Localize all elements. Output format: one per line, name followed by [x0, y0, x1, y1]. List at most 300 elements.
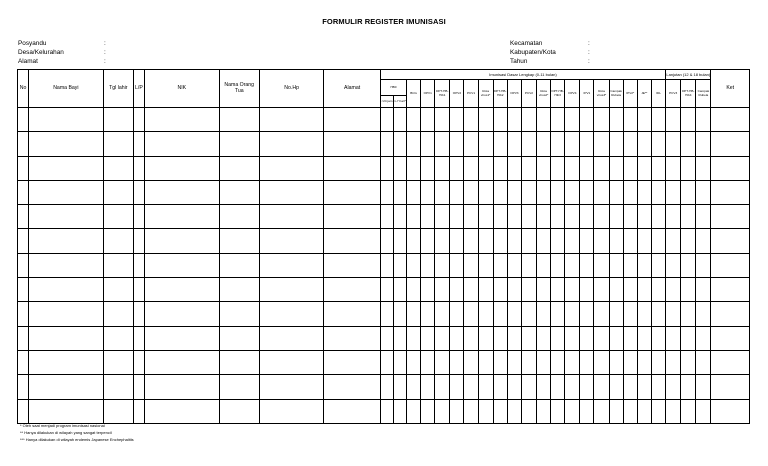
table-cell[interactable]: [696, 399, 711, 423]
table-cell[interactable]: [18, 326, 29, 350]
table-cell[interactable]: [421, 278, 435, 302]
table-cell[interactable]: [637, 399, 651, 423]
table-cell[interactable]: [421, 350, 435, 374]
table-cell[interactable]: [537, 108, 551, 132]
table-cell[interactable]: [435, 156, 450, 180]
table-cell[interactable]: [133, 229, 144, 253]
table-cell[interactable]: [393, 132, 406, 156]
table-cell[interactable]: [219, 156, 259, 180]
table-cell[interactable]: [565, 180, 580, 204]
table-cell[interactable]: [551, 399, 565, 423]
table-cell[interactable]: [565, 156, 580, 180]
table-cell[interactable]: [144, 132, 219, 156]
table-cell[interactable]: [637, 156, 651, 180]
table-cell[interactable]: [324, 375, 380, 399]
table-cell[interactable]: [393, 302, 406, 326]
table-cell[interactable]: [435, 399, 450, 423]
table-cell[interactable]: [609, 205, 623, 229]
table-cell[interactable]: [144, 375, 219, 399]
table-cell[interactable]: [450, 205, 464, 229]
table-cell[interactable]: [565, 350, 580, 374]
table-cell[interactable]: [464, 350, 478, 374]
table-cell[interactable]: [711, 375, 750, 399]
table-cell[interactable]: [521, 350, 536, 374]
table-cell[interactable]: [464, 278, 478, 302]
table-cell[interactable]: [594, 326, 609, 350]
table-cell[interactable]: [551, 156, 565, 180]
table-cell[interactable]: [103, 278, 133, 302]
table-cell[interactable]: [133, 156, 144, 180]
table-cell[interactable]: [18, 399, 29, 423]
table-cell[interactable]: [651, 375, 665, 399]
table-cell[interactable]: [666, 108, 681, 132]
table-cell[interactable]: [133, 375, 144, 399]
table-cell[interactable]: [421, 156, 435, 180]
table-cell[interactable]: [551, 350, 565, 374]
table-cell[interactable]: [29, 229, 104, 253]
table-cell[interactable]: [393, 180, 406, 204]
table-cell[interactable]: [464, 156, 478, 180]
table-cell[interactable]: [29, 132, 104, 156]
table-cell[interactable]: [407, 229, 421, 253]
table-cell[interactable]: [493, 350, 507, 374]
table-cell[interactable]: [407, 156, 421, 180]
table-cell[interactable]: [464, 253, 478, 277]
table-cell[interactable]: [711, 180, 750, 204]
table-cell[interactable]: [623, 205, 637, 229]
table-cell[interactable]: [219, 375, 259, 399]
table-cell[interactable]: [696, 278, 711, 302]
table-cell[interactable]: [478, 350, 493, 374]
table-cell[interactable]: [537, 399, 551, 423]
table-cell[interactable]: [681, 253, 696, 277]
table-cell[interactable]: [493, 108, 507, 132]
table-cell[interactable]: [29, 108, 104, 132]
table-cell[interactable]: [637, 278, 651, 302]
table-cell[interactable]: [380, 399, 393, 423]
table-cell[interactable]: [29, 350, 104, 374]
table-cell[interactable]: [666, 229, 681, 253]
table-cell[interactable]: [537, 132, 551, 156]
table-cell[interactable]: [259, 156, 324, 180]
table-cell[interactable]: [651, 229, 665, 253]
table-cell[interactable]: [144, 108, 219, 132]
table-cell[interactable]: [681, 326, 696, 350]
table-cell[interactable]: [219, 350, 259, 374]
table-cell[interactable]: [696, 180, 711, 204]
table-cell[interactable]: [623, 156, 637, 180]
table-cell[interactable]: [666, 205, 681, 229]
table-cell[interactable]: [651, 253, 665, 277]
table-cell[interactable]: [537, 350, 551, 374]
table-cell[interactable]: [259, 108, 324, 132]
table-cell[interactable]: [637, 108, 651, 132]
table-cell[interactable]: [551, 302, 565, 326]
table-cell[interactable]: [324, 253, 380, 277]
table-cell[interactable]: [565, 399, 580, 423]
table-cell[interactable]: [651, 278, 665, 302]
table-cell[interactable]: [537, 229, 551, 253]
table-cell[interactable]: [478, 132, 493, 156]
table-cell[interactable]: [681, 302, 696, 326]
table-cell[interactable]: [637, 132, 651, 156]
table-cell[interactable]: [380, 326, 393, 350]
table-cell[interactable]: [666, 350, 681, 374]
table-cell[interactable]: [421, 180, 435, 204]
table-cell[interactable]: [407, 399, 421, 423]
table-cell[interactable]: [580, 132, 594, 156]
table-cell[interactable]: [133, 399, 144, 423]
table-cell[interactable]: [393, 205, 406, 229]
table-cell[interactable]: [507, 108, 521, 132]
table-cell[interactable]: [507, 132, 521, 156]
table-cell[interactable]: [681, 399, 696, 423]
table-cell[interactable]: [435, 278, 450, 302]
table-cell[interactable]: [380, 253, 393, 277]
table-cell[interactable]: [493, 326, 507, 350]
table-cell[interactable]: [29, 180, 104, 204]
table-cell[interactable]: [133, 326, 144, 350]
table-cell[interactable]: [681, 132, 696, 156]
table-cell[interactable]: [450, 132, 464, 156]
table-cell[interactable]: [144, 278, 219, 302]
table-cell[interactable]: [623, 350, 637, 374]
table-cell[interactable]: [464, 326, 478, 350]
table-cell[interactable]: [380, 132, 393, 156]
table-cell[interactable]: [435, 302, 450, 326]
table-cell[interactable]: [259, 399, 324, 423]
table-cell[interactable]: [18, 180, 29, 204]
table-cell[interactable]: [493, 180, 507, 204]
table-cell[interactable]: [580, 180, 594, 204]
table-cell[interactable]: [421, 205, 435, 229]
table-cell[interactable]: [594, 229, 609, 253]
table-cell[interactable]: [29, 205, 104, 229]
table-cell[interactable]: [450, 156, 464, 180]
table-cell[interactable]: [324, 302, 380, 326]
table-cell[interactable]: [393, 229, 406, 253]
table-cell[interactable]: [565, 108, 580, 132]
table-cell[interactable]: [521, 229, 536, 253]
table-cell[interactable]: [681, 180, 696, 204]
table-cell[interactable]: [681, 350, 696, 374]
table-cell[interactable]: [696, 253, 711, 277]
table-cell[interactable]: [450, 350, 464, 374]
table-cell[interactable]: [407, 108, 421, 132]
table-cell[interactable]: [521, 132, 536, 156]
table-cell[interactable]: [450, 278, 464, 302]
table-cell[interactable]: [580, 326, 594, 350]
table-cell[interactable]: [537, 253, 551, 277]
table-cell[interactable]: [29, 253, 104, 277]
table-cell[interactable]: [103, 302, 133, 326]
table-cell[interactable]: [478, 278, 493, 302]
table-cell[interactable]: [594, 399, 609, 423]
table-cell[interactable]: [478, 156, 493, 180]
table-cell[interactable]: [493, 205, 507, 229]
table-cell[interactable]: [421, 302, 435, 326]
table-cell[interactable]: [521, 326, 536, 350]
table-cell[interactable]: [623, 326, 637, 350]
table-cell[interactable]: [29, 278, 104, 302]
table-cell[interactable]: [133, 278, 144, 302]
table-cell[interactable]: [464, 108, 478, 132]
table-cell[interactable]: [407, 180, 421, 204]
table-cell[interactable]: [407, 253, 421, 277]
table-cell[interactable]: [651, 205, 665, 229]
table-cell[interactable]: [133, 205, 144, 229]
table-cell[interactable]: [711, 278, 750, 302]
table-cell[interactable]: [666, 132, 681, 156]
table-cell[interactable]: [637, 350, 651, 374]
table-cell[interactable]: [537, 302, 551, 326]
table-cell[interactable]: [29, 302, 104, 326]
table-cell[interactable]: [103, 180, 133, 204]
table-cell[interactable]: [666, 278, 681, 302]
table-cell[interactable]: [259, 326, 324, 350]
table-cell[interactable]: [450, 180, 464, 204]
table-cell[interactable]: [507, 375, 521, 399]
table-cell[interactable]: [435, 350, 450, 374]
table-cell[interactable]: [407, 205, 421, 229]
table-cell[interactable]: [565, 375, 580, 399]
table-cell[interactable]: [407, 132, 421, 156]
table-cell[interactable]: [666, 375, 681, 399]
table-cell[interactable]: [651, 180, 665, 204]
table-cell[interactable]: [521, 375, 536, 399]
table-cell[interactable]: [219, 302, 259, 326]
table-cell[interactable]: [393, 399, 406, 423]
table-cell[interactable]: [681, 108, 696, 132]
table-cell[interactable]: [711, 132, 750, 156]
table-cell[interactable]: [435, 132, 450, 156]
table-cell[interactable]: [507, 180, 521, 204]
table-cell[interactable]: [259, 350, 324, 374]
table-cell[interactable]: [393, 350, 406, 374]
table-cell[interactable]: [580, 302, 594, 326]
table-cell[interactable]: [450, 302, 464, 326]
table-cell[interactable]: [259, 375, 324, 399]
table-cell[interactable]: [551, 326, 565, 350]
table-cell[interactable]: [259, 302, 324, 326]
table-cell[interactable]: [478, 375, 493, 399]
table-cell[interactable]: [565, 132, 580, 156]
table-cell[interactable]: [594, 132, 609, 156]
table-cell[interactable]: [493, 375, 507, 399]
table-cell[interactable]: [651, 302, 665, 326]
table-cell[interactable]: [696, 350, 711, 374]
table-cell[interactable]: [493, 132, 507, 156]
table-cell[interactable]: [219, 132, 259, 156]
table-cell[interactable]: [623, 253, 637, 277]
table-cell[interactable]: [696, 108, 711, 132]
table-cell[interactable]: [507, 156, 521, 180]
table-cell[interactable]: [623, 278, 637, 302]
table-cell[interactable]: [380, 180, 393, 204]
table-cell[interactable]: [594, 205, 609, 229]
table-cell[interactable]: [651, 156, 665, 180]
table-cell[interactable]: [144, 399, 219, 423]
table-cell[interactable]: [637, 205, 651, 229]
table-cell[interactable]: [493, 302, 507, 326]
table-cell[interactable]: [259, 229, 324, 253]
table-cell[interactable]: [435, 229, 450, 253]
table-cell[interactable]: [551, 229, 565, 253]
table-cell[interactable]: [551, 132, 565, 156]
table-cell[interactable]: [666, 326, 681, 350]
table-cell[interactable]: [651, 350, 665, 374]
table-cell[interactable]: [103, 205, 133, 229]
table-cell[interactable]: [450, 108, 464, 132]
table-cell[interactable]: [565, 229, 580, 253]
table-cell[interactable]: [580, 399, 594, 423]
table-cell[interactable]: [711, 108, 750, 132]
table-cell[interactable]: [637, 180, 651, 204]
table-cell[interactable]: [393, 156, 406, 180]
table-cell[interactable]: [29, 326, 104, 350]
table-cell[interactable]: [464, 132, 478, 156]
table-cell[interactable]: [551, 205, 565, 229]
table-cell[interactable]: [681, 375, 696, 399]
table-cell[interactable]: [594, 156, 609, 180]
table-cell[interactable]: [18, 350, 29, 374]
table-cell[interactable]: [594, 278, 609, 302]
table-cell[interactable]: [580, 156, 594, 180]
table-cell[interactable]: [493, 253, 507, 277]
table-cell[interactable]: [133, 180, 144, 204]
table-cell[interactable]: [464, 229, 478, 253]
table-cell[interactable]: [421, 399, 435, 423]
table-cell[interactable]: [637, 253, 651, 277]
table-cell[interactable]: [450, 375, 464, 399]
table-cell[interactable]: [637, 326, 651, 350]
table-cell[interactable]: [609, 180, 623, 204]
table-cell[interactable]: [144, 229, 219, 253]
table-cell[interactable]: [380, 156, 393, 180]
table-cell[interactable]: [609, 156, 623, 180]
table-cell[interactable]: [450, 229, 464, 253]
table-cell[interactable]: [219, 253, 259, 277]
table-cell[interactable]: [507, 278, 521, 302]
table-cell[interactable]: [29, 156, 104, 180]
table-cell[interactable]: [696, 156, 711, 180]
table-cell[interactable]: [637, 229, 651, 253]
table-cell[interactable]: [507, 326, 521, 350]
table-cell[interactable]: [133, 108, 144, 132]
table-cell[interactable]: [219, 278, 259, 302]
table-cell[interactable]: [380, 229, 393, 253]
table-cell[interactable]: [537, 180, 551, 204]
table-cell[interactable]: [478, 253, 493, 277]
table-cell[interactable]: [144, 253, 219, 277]
table-cell[interactable]: [478, 302, 493, 326]
table-cell[interactable]: [609, 350, 623, 374]
table-cell[interactable]: [103, 253, 133, 277]
table-cell[interactable]: [594, 302, 609, 326]
table-cell[interactable]: [711, 229, 750, 253]
table-cell[interactable]: [324, 156, 380, 180]
table-cell[interactable]: [594, 108, 609, 132]
table-cell[interactable]: [681, 278, 696, 302]
table-cell[interactable]: [259, 253, 324, 277]
table-cell[interactable]: [393, 375, 406, 399]
table-cell[interactable]: [711, 156, 750, 180]
table-cell[interactable]: [219, 205, 259, 229]
table-cell[interactable]: [493, 156, 507, 180]
table-cell[interactable]: [18, 108, 29, 132]
table-cell[interactable]: [421, 229, 435, 253]
table-cell[interactable]: [380, 302, 393, 326]
table-cell[interactable]: [324, 180, 380, 204]
table-cell[interactable]: [521, 399, 536, 423]
table-cell[interactable]: [144, 205, 219, 229]
table-cell[interactable]: [711, 326, 750, 350]
table-cell[interactable]: [144, 302, 219, 326]
table-cell[interactable]: [144, 156, 219, 180]
table-cell[interactable]: [380, 108, 393, 132]
table-cell[interactable]: [29, 375, 104, 399]
table-cell[interactable]: [666, 302, 681, 326]
table-cell[interactable]: [259, 132, 324, 156]
table-cell[interactable]: [144, 350, 219, 374]
table-cell[interactable]: [478, 326, 493, 350]
table-cell[interactable]: [133, 302, 144, 326]
table-cell[interactable]: [507, 350, 521, 374]
table-cell[interactable]: [435, 375, 450, 399]
table-cell[interactable]: [507, 253, 521, 277]
table-cell[interactable]: [637, 302, 651, 326]
table-cell[interactable]: [380, 350, 393, 374]
table-cell[interactable]: [421, 326, 435, 350]
table-cell[interactable]: [219, 108, 259, 132]
table-cell[interactable]: [464, 375, 478, 399]
table-cell[interactable]: [18, 302, 29, 326]
table-cell[interactable]: [507, 229, 521, 253]
table-cell[interactable]: [507, 399, 521, 423]
table-cell[interactable]: [324, 132, 380, 156]
table-cell[interactable]: [407, 326, 421, 350]
table-cell[interactable]: [666, 253, 681, 277]
table-cell[interactable]: [637, 375, 651, 399]
table-cell[interactable]: [464, 180, 478, 204]
table-cell[interactable]: [324, 278, 380, 302]
table-cell[interactable]: [464, 399, 478, 423]
table-cell[interactable]: [711, 350, 750, 374]
table-cell[interactable]: [609, 375, 623, 399]
table-cell[interactable]: [623, 108, 637, 132]
table-cell[interactable]: [565, 302, 580, 326]
table-cell[interactable]: [421, 375, 435, 399]
table-cell[interactable]: [651, 326, 665, 350]
table-cell[interactable]: [551, 180, 565, 204]
table-cell[interactable]: [537, 278, 551, 302]
table-cell[interactable]: [537, 326, 551, 350]
table-cell[interactable]: [18, 253, 29, 277]
table-cell[interactable]: [623, 132, 637, 156]
table-cell[interactable]: [609, 399, 623, 423]
table-cell[interactable]: [393, 253, 406, 277]
table-cell[interactable]: [551, 375, 565, 399]
table-cell[interactable]: [696, 375, 711, 399]
table-cell[interactable]: [464, 302, 478, 326]
table-cell[interactable]: [421, 253, 435, 277]
table-cell[interactable]: [103, 399, 133, 423]
table-cell[interactable]: [609, 132, 623, 156]
table-cell[interactable]: [380, 278, 393, 302]
table-cell[interactable]: [651, 399, 665, 423]
table-cell[interactable]: [623, 180, 637, 204]
table-cell[interactable]: [435, 205, 450, 229]
